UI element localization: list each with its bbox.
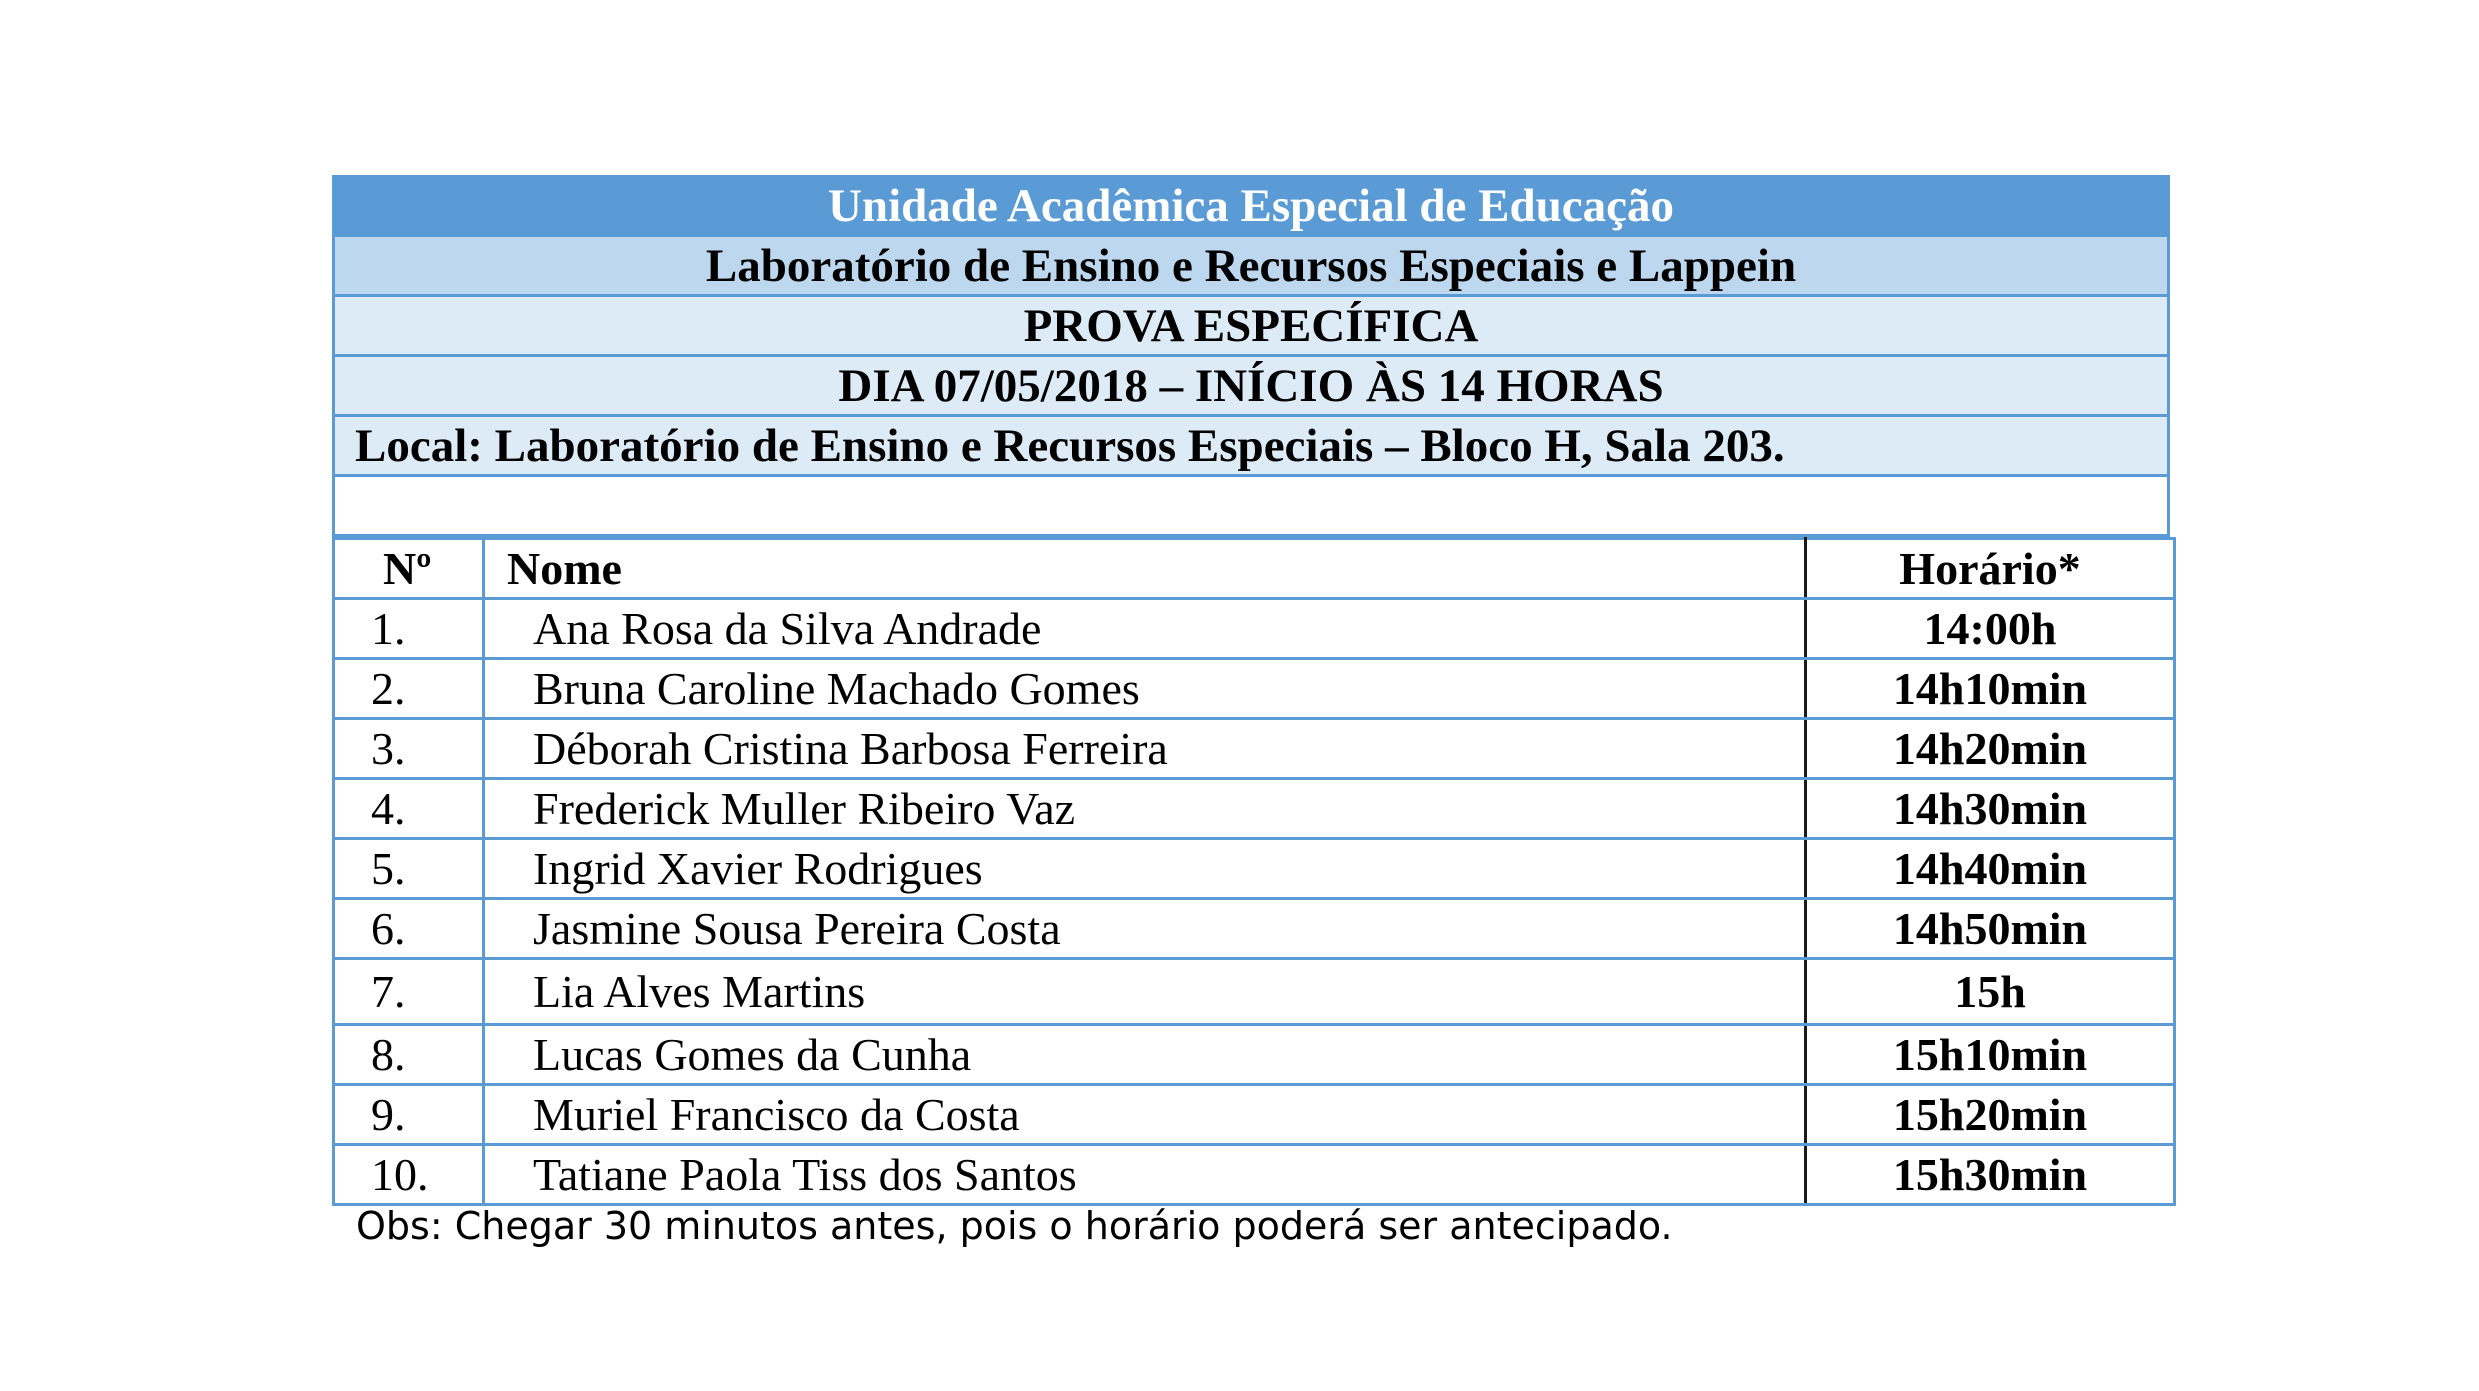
row-number: 10. (334, 1145, 484, 1205)
row-name: Déborah Cristina Barbosa Ferreira (484, 719, 1806, 779)
exam-title: PROVA ESPECÍFICA (332, 297, 2170, 357)
row-time: 14h40min (1806, 839, 2175, 899)
row-number: 2. (334, 659, 484, 719)
row-name: Ingrid Xavier Rodrigues (484, 839, 1806, 899)
table-row (334, 1085, 2175, 1145)
row-name: Lia Alves Martins (484, 959, 1806, 1025)
row-time: 15h20min (1806, 1085, 2175, 1145)
row-name: Muriel Francisco da Costa (484, 1085, 1806, 1145)
date-line: DIA 07/05/2018 – INÍCIO ÀS 14 HORAS (332, 357, 2170, 417)
row-name: Ana Rosa da Silva Andrade (484, 599, 1806, 659)
footnote: Obs: Chegar 30 minutos antes, pois o horário poderá ser antecipado. (356, 1204, 1673, 1248)
row-time: 14:00h (1806, 599, 2175, 659)
spacer-row (332, 477, 2170, 537)
column-header-time: Horário* (1806, 539, 2175, 599)
column-header-number: Nº (334, 539, 484, 599)
table-row (334, 899, 2175, 959)
table-row (334, 719, 2175, 779)
location-line: Local: Laboratório de Ensino e Recursos Especiais – Bloco H, Sala 203. (332, 417, 2170, 477)
row-number: 6. (334, 899, 484, 959)
row-time: 15h (1806, 959, 2175, 1025)
row-name: Tatiane Paola Tiss dos Santos (484, 1145, 1806, 1205)
row-number: 4. (334, 779, 484, 839)
row-time: 14h10min (1806, 659, 2175, 719)
row-number: 9. (334, 1085, 484, 1145)
table-row (334, 659, 2175, 719)
schedule-sheet (332, 175, 2170, 1206)
table-row (334, 1145, 2175, 1205)
row-time: 15h30min (1806, 1145, 2175, 1205)
row-name: Bruna Caroline Machado Gomes (484, 659, 1806, 719)
table-row (334, 599, 2175, 659)
row-time: 15h10min (1806, 1025, 2175, 1085)
row-number: 5. (334, 839, 484, 899)
row-time: 14h30min (1806, 779, 2175, 839)
row-number: 7. (334, 959, 484, 1025)
row-number: 3. (334, 719, 484, 779)
table-header-row (334, 539, 2175, 599)
row-name: Jasmine Sousa Pereira Costa (484, 899, 1806, 959)
row-name: Frederick Muller Ribeiro Vaz (484, 779, 1806, 839)
table-row (334, 839, 2175, 899)
table-row (334, 959, 2175, 1025)
row-number: 1. (334, 599, 484, 659)
laboratory-title: Laboratório de Ensino e Recursos Especiais e Lappein (332, 237, 2170, 297)
row-time: 14h20min (1806, 719, 2175, 779)
candidate-table (332, 537, 2176, 1206)
column-header-name: Nome (484, 539, 1806, 599)
row-name: Lucas Gomes da Cunha (484, 1025, 1806, 1085)
institution-title: Unidade Acadêmica Especial de Educação (332, 175, 2170, 237)
row-number: 8. (334, 1025, 484, 1085)
row-time: 14h50min (1806, 899, 2175, 959)
table-row (334, 1025, 2175, 1085)
table-row (334, 779, 2175, 839)
